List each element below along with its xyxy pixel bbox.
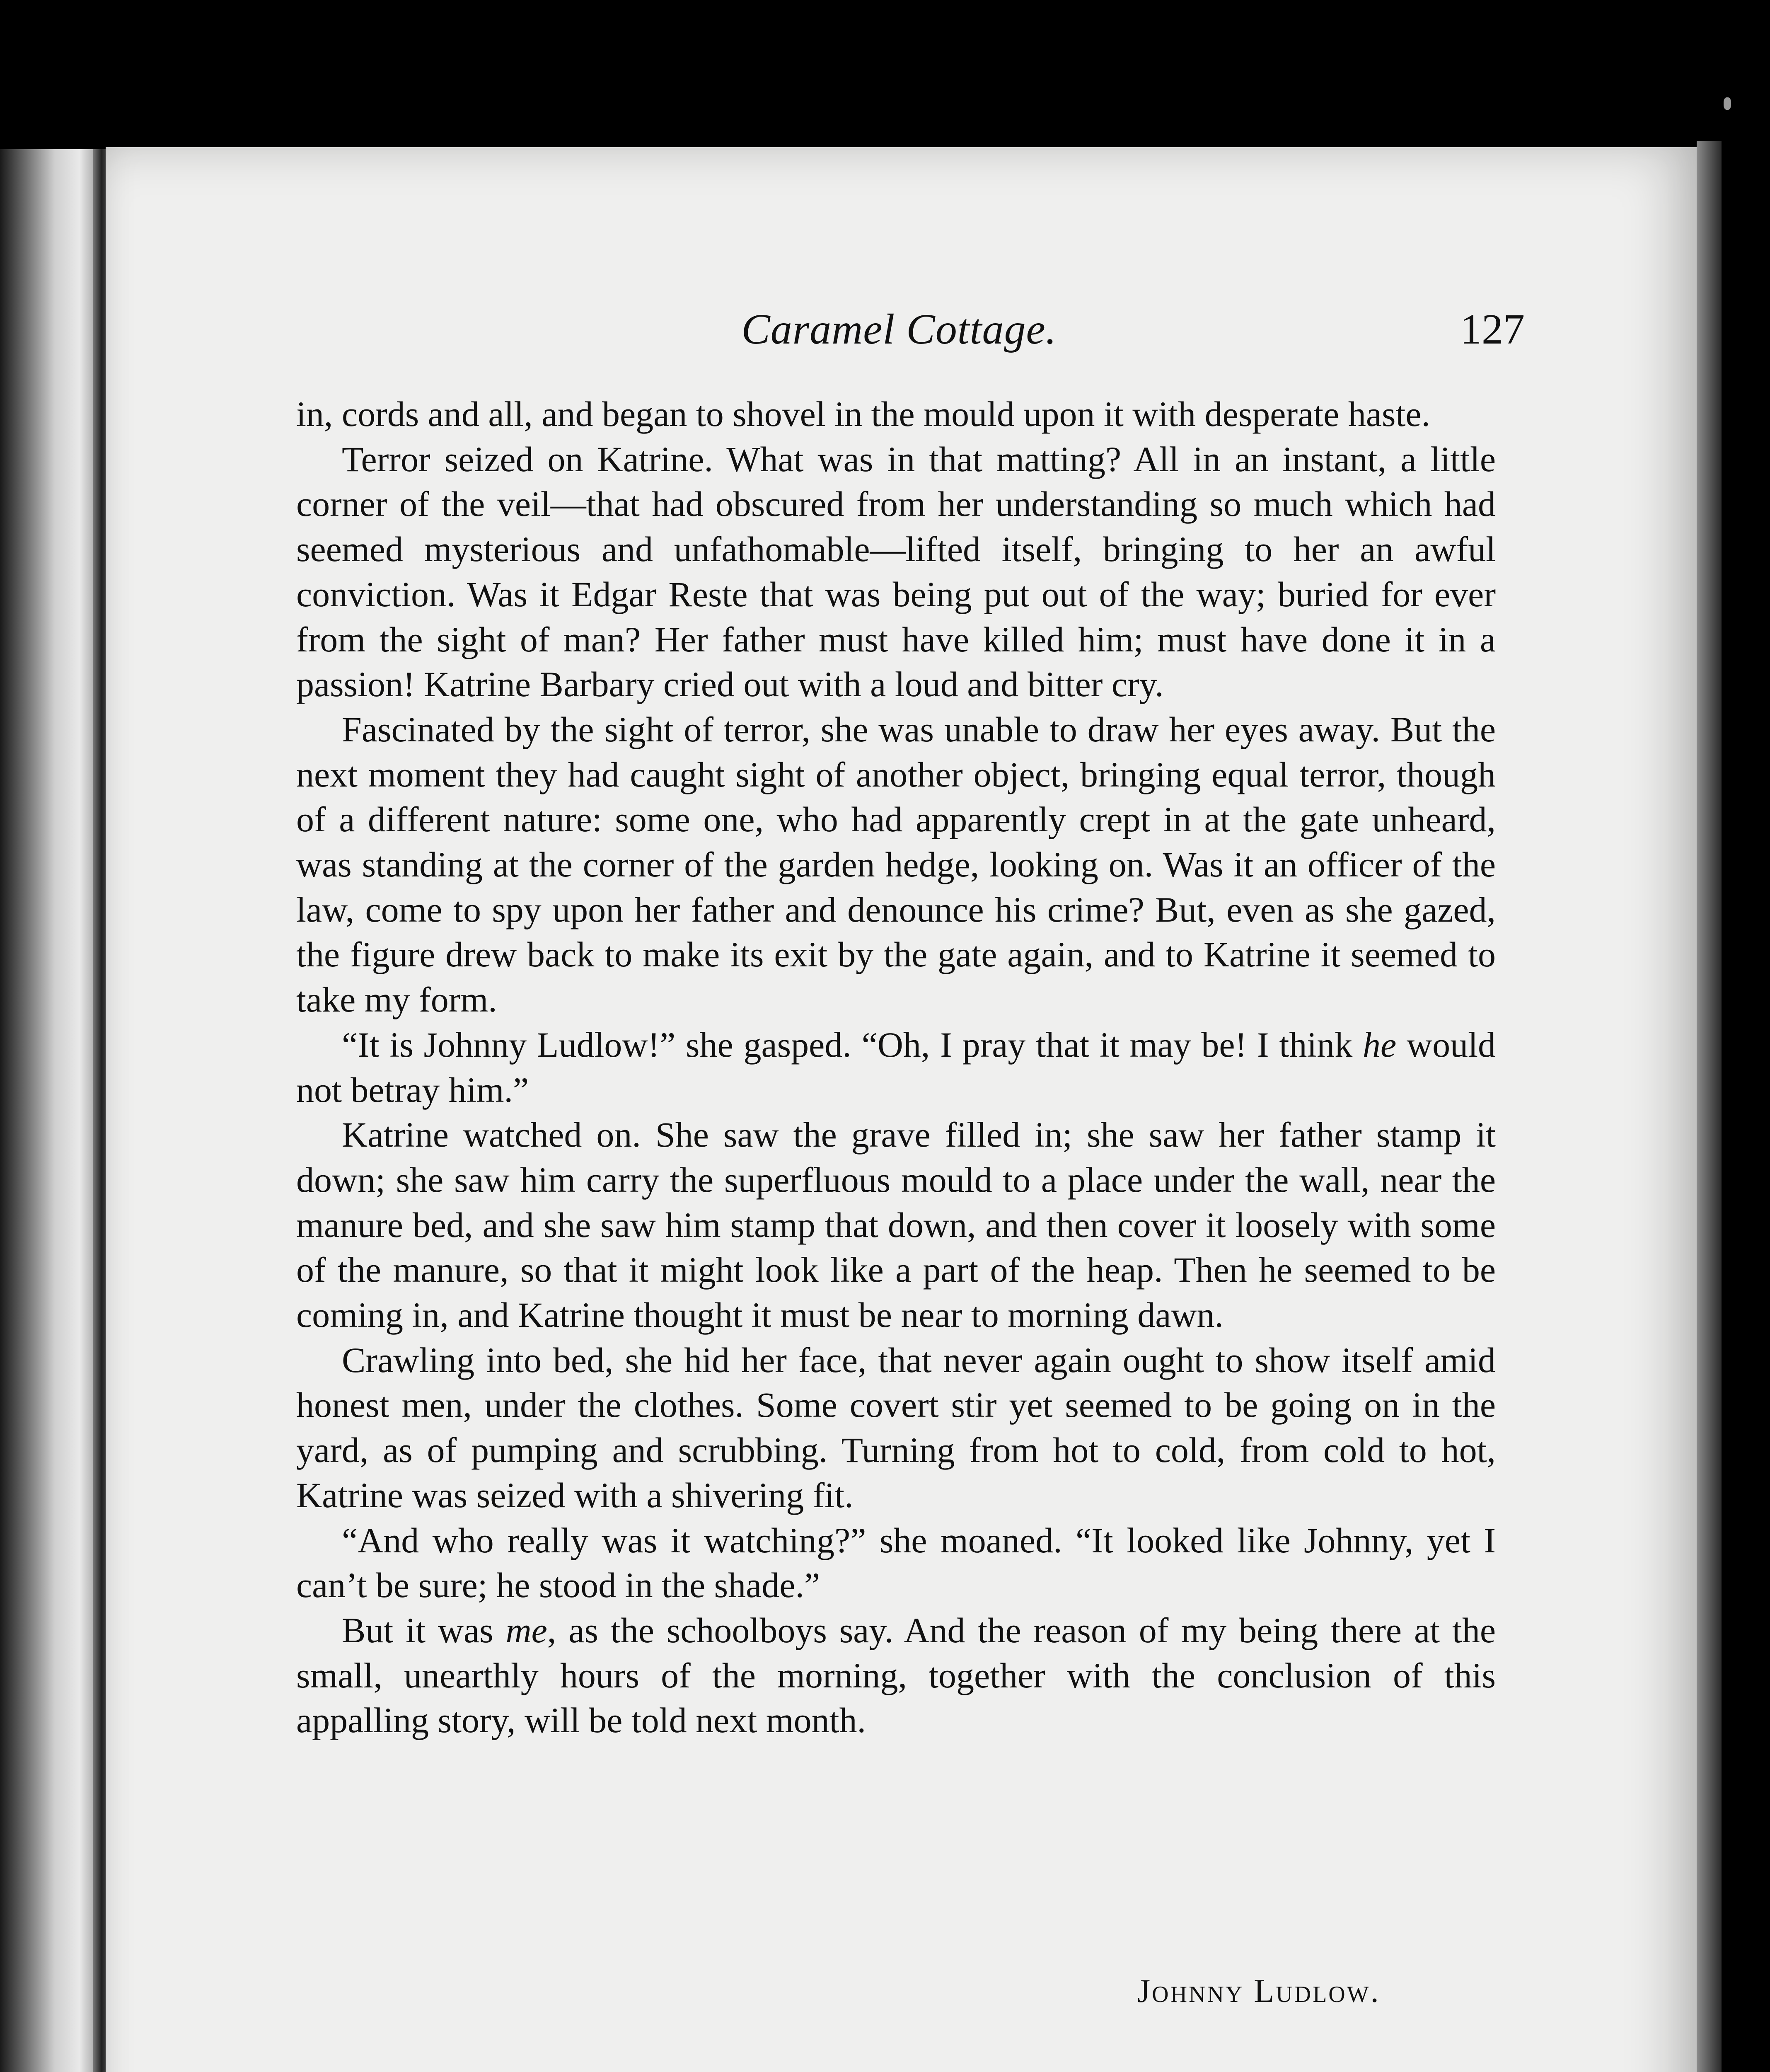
paragraph: Fascinated by the sight of terror, she was unable to draw her eyes away. But the next moment they had caught sight of another object, bringing equal terror, though of a different nature: some one, who had apparently crept in at the gate unheard, was standing at the corner of the garden hedge, looking on. Was it an officer of the law, come to spy upon her father and denounce his crime? But, even as she gazed, the figure drew back to make its exit by the gate again, and to Katrine it seemed to take my form.: [296, 709, 1496, 1020]
text-run: would not betray him.”: [296, 1024, 1496, 1110]
body-text: [296, 392, 1496, 1743]
page-number: 127: [1460, 305, 1525, 353]
emphasis: he: [1363, 1024, 1397, 1065]
left-page-edge: [0, 149, 99, 2072]
text-run: “It is Johnny Ludlow!” she gasped. “Oh, I pray that it may be! I think: [342, 1024, 1363, 1065]
paragraph: Katrine watched on. She saw the grave filled in; she saw her father stamp it down; she saw him carry the superfluous mould to a place under the wall, near the manure bed, and she saw him stamp that down, and then cover it loosely with some of the manure, so that it might look like a part of the heap. Then he seemed to be coming in, and Katrine thought it must be near to morning dawn.: [296, 1115, 1496, 1335]
right-page-edge: [1697, 141, 1722, 2072]
page-header: [298, 305, 1525, 363]
text-run: But it was: [342, 1610, 506, 1650]
paragraph: Terror seized on Katrine. What was in that matting? All in an instant, a little corner of the veil—that had obscured from her understanding so much which had seemed mysterious and unfathomable—lifted itself, bringing to her an awful conviction. Was it Edgar Reste that was being put out of the way; buried for ever from the sight of man? Her father must have killed him; must have done it in a passion! Katrine Barbary cried out with a loud and bitter cry.: [296, 439, 1496, 704]
paragraph: “And who really was it watching?” she moaned. “It looked like Johnny, yet I can’t be sure; he stood in the shade.”: [296, 1520, 1496, 1605]
emphasis: me: [505, 1610, 547, 1650]
running-title: Caramel Cottage.: [741, 305, 1057, 353]
paragraph: in, cords and all, and began to shovel in the mould upon it with desperate haste.: [296, 394, 1431, 434]
paragraph: [296, 1022, 1496, 1112]
paragraph: [296, 1608, 1496, 1743]
paragraph: Crawling into bed, she hid her face, that never again ought to show itself amid honest men, under the clothes. Some covert stir yet seemed to be going on in the yard, as of pumping and scrubbing. Turning from hot to cold, from cold to hot, Katrine was seized with a shivering fit.: [296, 1340, 1496, 1515]
author-signature: Johnny Ludlow.: [1137, 1973, 1381, 2009]
text-run: , as the schoolboys say. And the reason of my being there at the small, unearthly hours of the morning, together with the conclusion of this appalling story, will be told next month.: [296, 1610, 1496, 1740]
scan-speck: [1724, 97, 1731, 110]
